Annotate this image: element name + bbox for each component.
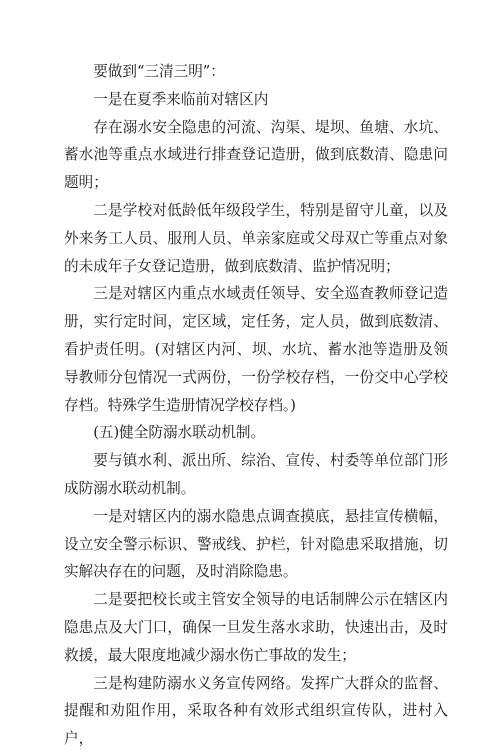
paragraph-10: 三是构建防溺水义务宣传网络。发挥广大群众的监督、提醒和劝阻作用，采取各种有效形式组织宣传队，进村入户， <box>64 674 448 748</box>
paragraph-2: 一是在夏季来临前对辖区内 <box>93 90 269 108</box>
document-body <box>64 58 448 753</box>
paragraph-4: 二是学校对低龄低年级段学生，特别是留守儿童，以及外来务工人员、服刑人员、单亲家庭或父母双亡等重点对象的未成年子女登记造册，做到底数清、监护情况明； <box>64 201 448 275</box>
paragraph-8: 一是对辖区内的溺水隐患点调查摸底，悬挂宣传横幅，设立安全警示标识、警戒线、护栏，针对隐患采取措施，切实解决存在的问题，及时消除隐患。 <box>64 507 448 581</box>
paragraph-9: 二是要把校长或主管安全领导的电话制牌公示在辖区内隐患点及大门口，确保一旦发生落水求助，快速出击，及时救援，最大限度地减少溺水伤亡事故的发生； <box>64 591 448 664</box>
paragraph-7: 要与镇水利、派出所、综治、宣传、村委等单位部门形成防溺水联动机制。 <box>64 452 448 497</box>
paragraph-6: (五)健全防溺水联动机制。 <box>93 424 266 442</box>
paragraph-1: 要做到“三清三明”： <box>93 63 225 80</box>
paragraph-3: 存在溺水安全隐患的河流、沟渠、堤坝、鱼塘、水坑、蓄水池等重点水域进行排查登记造册，做到底数清、隐患问题明； <box>64 118 448 192</box>
paragraph-5: 三是对辖区内重点水域责任领导、安全巡查教师登记造册，实行定时间，定区域，定任务，定人员，做到底数清、看护责任明。(对辖区内河、坝、水坑、蓄水池等造册及领导教师分包情况一式两份，一份学校存档，一份交中心学校存档。特殊学生造册情况学校存档。) <box>64 285 448 414</box>
